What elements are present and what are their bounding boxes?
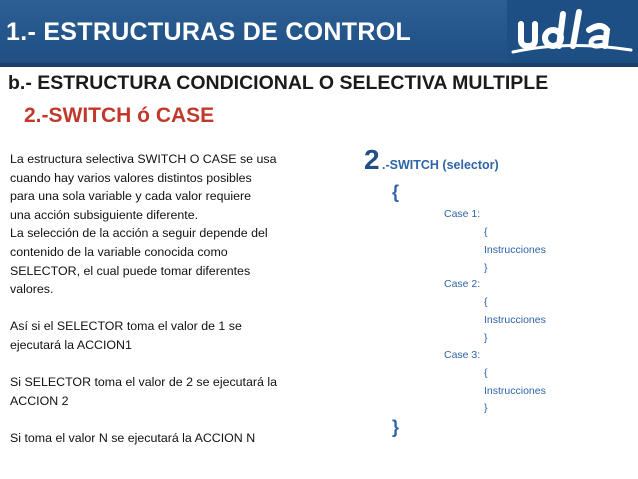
case-label: Case 1: xyxy=(444,208,481,220)
logo xyxy=(507,0,638,63)
case-close-brace: } xyxy=(484,402,488,414)
section-subtitle: b.- ESTRUCTURA CONDICIONAL O SELECTIVA MULTIPLE xyxy=(8,72,549,94)
slide-title: 1.- ESTRUCTURAS DE CONTROL xyxy=(6,18,412,46)
paragraph-gap xyxy=(10,299,322,318)
paragraph-gap xyxy=(10,355,322,374)
description-line: Si toma el valor N se ejecutará la ACCION N xyxy=(10,430,256,445)
paragraph-gap xyxy=(10,410,322,429)
case-close-brace: } xyxy=(484,332,488,344)
switch-number: 2 xyxy=(364,144,380,175)
description-line: SELECTOR, el cual puede tomar diferentes xyxy=(10,263,251,278)
description-line: una acción subsiguiente diferente. xyxy=(10,207,199,222)
case-open-brace: { xyxy=(484,296,488,308)
description-line: La selección de la acción a seguir depende del xyxy=(10,226,268,241)
switch-open-brace: { xyxy=(392,182,400,202)
case-label: Case 2: xyxy=(444,278,481,290)
description-line: ACCION 2 xyxy=(10,393,69,408)
switch-close-brace: } xyxy=(392,417,400,437)
case-label: Case 3: xyxy=(444,349,481,361)
case-body: Instrucciones xyxy=(484,244,546,256)
description-line: Si SELECTOR toma el valor de 2 se ejecutará la xyxy=(10,375,277,390)
case-open-brace: { xyxy=(484,367,488,379)
case-open-brace: { xyxy=(484,226,488,238)
description-text xyxy=(10,150,322,448)
description-line: valores. xyxy=(10,282,54,297)
subsubtitle-bold: SWITCH ó CASE xyxy=(48,104,215,127)
description-line: contenido de la variable conocida como xyxy=(10,244,228,259)
case-close-brace: } xyxy=(484,262,488,274)
description-line: ejecutará la ACCION1 xyxy=(10,337,132,352)
description-line: cuando hay varios valores distintos posibles xyxy=(10,170,252,185)
description-line: para una sola variable y cada valor requiere xyxy=(10,189,252,204)
header-bar-border xyxy=(0,63,638,67)
description-line: Así si el SELECTOR toma el valor de 1 se xyxy=(10,319,242,334)
case-body: Instrucciones xyxy=(484,314,546,326)
udla-logo-icon xyxy=(507,0,638,63)
subsubtitle-prefix: 2.- xyxy=(24,104,49,127)
description-line: La estructura selectiva SWITCH O CASE se usa xyxy=(10,152,277,166)
switch-header: .-SWITCH (selector) xyxy=(382,158,499,172)
case-body: Instrucciones xyxy=(484,385,546,397)
section-subsubtitle xyxy=(24,104,214,128)
